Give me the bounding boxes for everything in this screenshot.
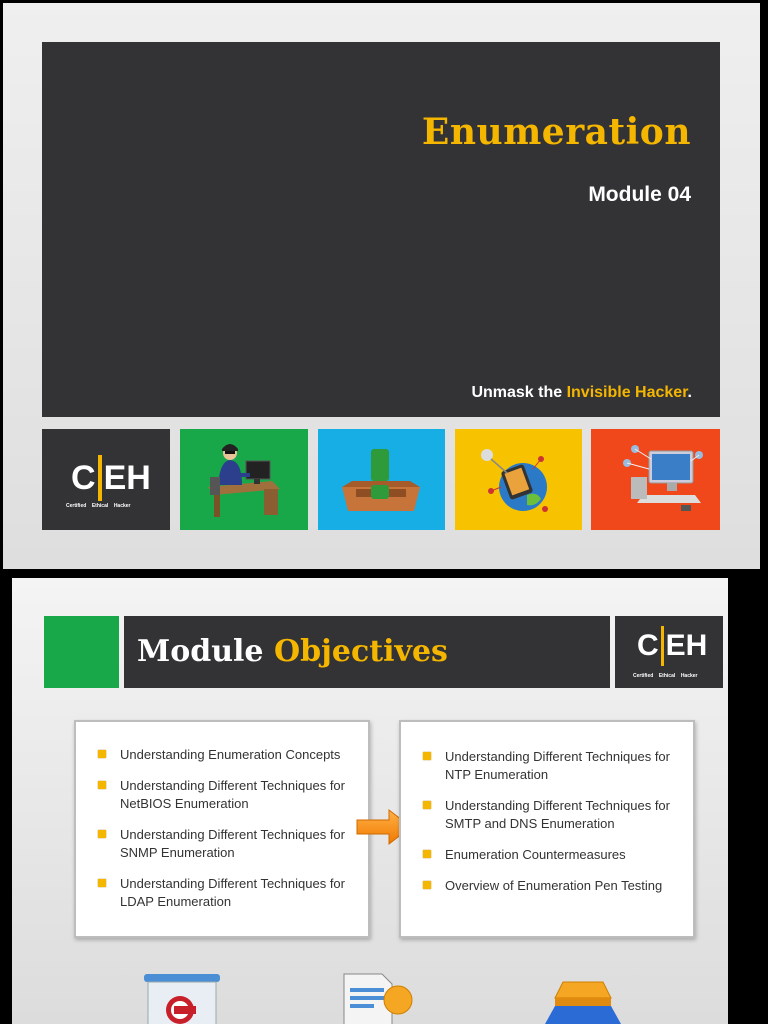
- ceh-logo-eh: EH: [103, 458, 151, 497]
- bullet-icon: [423, 850, 431, 858]
- green-accent-block: [44, 616, 119, 688]
- title-slide: [3, 3, 760, 569]
- globe-network-icon: [455, 429, 582, 530]
- ceh-small-eh: EH: [665, 629, 708, 662]
- title-panel: [42, 42, 720, 417]
- globe-tile: [455, 429, 582, 530]
- server-stack-icon: [539, 970, 629, 1024]
- objectives-box-left: [74, 720, 370, 938]
- tagline-suffix: .: [687, 384, 692, 401]
- title-objectives: Objectives: [273, 634, 448, 669]
- objectives-slide: [12, 578, 728, 1024]
- ceh-logo-bar: [98, 455, 102, 501]
- bullet-icon: [423, 881, 431, 889]
- ceh-sub-hacker: Hacker: [113, 503, 131, 509]
- ceh-logo: [71, 455, 151, 501]
- title-bar: [124, 616, 610, 688]
- ceh-logo-tile: [42, 429, 170, 530]
- ceh-small-subtext: [633, 673, 698, 679]
- tagline-highlight: Invisible Hacker: [566, 384, 688, 401]
- list-item: Understanding Different Techniques for NetBIOS Enumeration: [76, 777, 368, 813]
- hacker-at-desk-icon: [180, 429, 308, 530]
- ceh-logo-small: [615, 616, 723, 688]
- list-item: Understanding Different Techniques for NTP Enumeration: [401, 748, 693, 784]
- certificate-icon: [142, 970, 224, 1024]
- list-item: Understanding Different Techniques for SMTP and DNS Enumeration: [401, 797, 693, 833]
- ceh-logo-subtext: [66, 503, 131, 509]
- ceh-small-certified: Certified: [633, 673, 654, 679]
- ceh-small-hacker: Hacker: [680, 673, 698, 679]
- title-module: Module: [137, 634, 274, 669]
- objectives-box-right: [399, 720, 695, 938]
- list-item: Enumeration Countermeasures: [401, 846, 693, 864]
- ceh-logo-c: C: [71, 458, 96, 497]
- ceh-small-c: C: [637, 629, 659, 662]
- bullet-icon: [423, 752, 431, 760]
- bullet-icon: [98, 750, 106, 758]
- ceh-small-ethical: Ethical: [658, 673, 676, 679]
- bullet-icon: [98, 830, 106, 838]
- list-item: Understanding Enumeration Concepts: [76, 746, 368, 764]
- objectives-title: [137, 634, 448, 669]
- ceh-small-bar: [661, 626, 664, 666]
- computer-network-icon: [591, 429, 720, 530]
- document-search-icon: [340, 970, 422, 1024]
- tagline: [471, 384, 692, 402]
- hacker-tile: [180, 429, 308, 530]
- slide-title: Enumeration: [421, 111, 691, 153]
- list-item: Understanding Different Techniques for LDAP Enumeration: [76, 875, 368, 911]
- alert-tile: [318, 429, 445, 530]
- computer-tile: [591, 429, 720, 530]
- exclamation-tray-icon: [318, 429, 445, 530]
- bullet-icon: [423, 801, 431, 809]
- ceh-sub-ethical: Ethical: [91, 503, 109, 509]
- bullet-icon: [98, 879, 106, 887]
- tagline-prefix: Unmask the: [471, 384, 567, 401]
- list-item: Understanding Different Techniques for SNMP Enumeration: [76, 826, 368, 862]
- bullet-icon: [98, 781, 106, 789]
- list-item: Overview of Enumeration Pen Testing: [401, 877, 693, 895]
- ceh-sub-certified: Certified: [66, 503, 87, 509]
- module-number: Module 04: [588, 183, 691, 206]
